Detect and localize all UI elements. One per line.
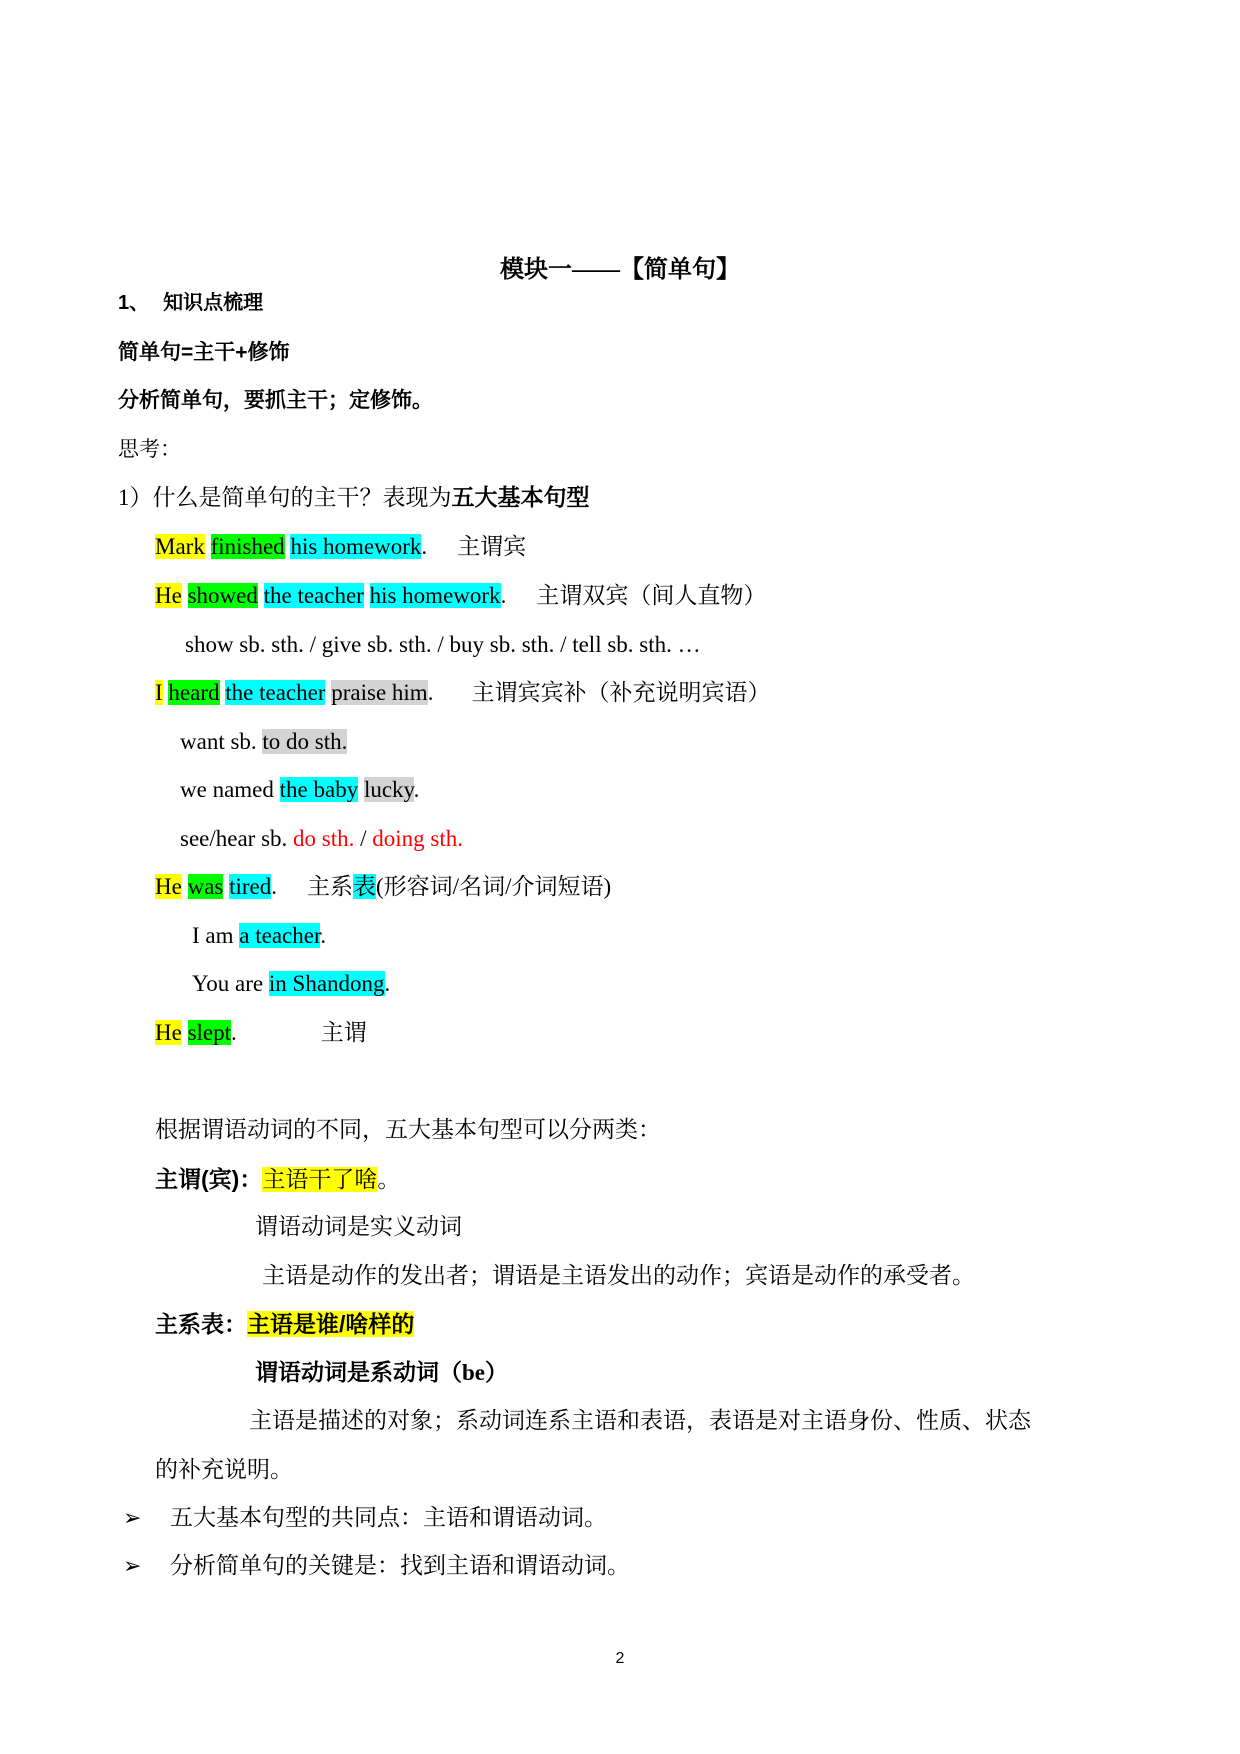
pattern-label-note: (形容词/名词/介词短语) (376, 874, 612, 899)
pattern-label: 主谓宾 (457, 534, 527, 559)
direct-object: his homework (369, 583, 501, 608)
predicative: tired (229, 874, 272, 899)
object: his homework (290, 534, 422, 559)
method-line: 分析简单句，要抓主干；定修饰。 (118, 389, 433, 412)
example-sv (155, 1016, 367, 1050)
question-1 (118, 480, 590, 515)
verb: heard (168, 680, 220, 705)
example-svp-note-2 (192, 967, 390, 1001)
page-title: 模块一——【简单句】 (500, 257, 740, 283)
object: the teacher (225, 680, 326, 705)
bullet-item: 分析简单句的关键是：找到主语和谓语动词。 (170, 1553, 630, 1578)
subject: I (155, 680, 163, 705)
example-svoo (155, 579, 766, 613)
object-complement: to do sth. (262, 729, 348, 754)
arrow-bullet-icon: ➢ (123, 1505, 142, 1530)
period: . (271, 874, 278, 899)
note-text: You are (192, 971, 269, 996)
complement-base-form: do sth. (293, 826, 355, 851)
period: . (500, 583, 507, 608)
type-2-line-2: 主语是描述的对象；系动词连系主语和表语，表语是对主语身份、性质、状态 (249, 1408, 1031, 1433)
period: . (231, 1020, 237, 1045)
period: . (427, 680, 434, 705)
linking-verb: was (187, 874, 224, 899)
type-2-line-3: 的补充说明。 (155, 1457, 293, 1482)
type-2-heading (155, 1307, 414, 1341)
type-2-highlight: 主语是谁/啥样的 (247, 1311, 415, 1337)
period: 。 (377, 1167, 401, 1192)
type-2-line-1: 谓语动词是系动词（be） (255, 1360, 508, 1385)
verb: slept (187, 1020, 232, 1045)
note-text: want sb. (180, 729, 263, 754)
period: . (384, 971, 391, 996)
pattern-label: 主谓双宾（间人直物） (536, 583, 767, 608)
type-2-label: 主系表： (155, 1311, 247, 1337)
section-heading (118, 286, 263, 320)
question-1-text: 1）什么是简单句的主干？表现为 (118, 485, 452, 510)
indirect-object: the teacher (263, 583, 364, 608)
arrow-bullet-icon: ➢ (123, 1553, 142, 1578)
pattern-label: 主系 (307, 874, 354, 899)
note-text: see/hear sb. (180, 826, 294, 851)
note-text: I am (192, 923, 240, 948)
object: the baby (279, 777, 359, 802)
period: . (413, 777, 420, 802)
example-svoo-note: show sb. sth. / give sb. sth. / buy sb. sth. / tell sb. sth. … (185, 632, 701, 657)
object-complement: lucky (363, 777, 414, 802)
section-number: 1、 (118, 292, 150, 314)
example-svoc (155, 676, 770, 710)
example-svp (155, 870, 611, 904)
type-1-highlight: 主语干了啥 (262, 1167, 378, 1192)
verb: showed (187, 583, 258, 608)
example-svoc-note-1 (180, 725, 347, 759)
period: . (320, 923, 327, 948)
verb: finished (210, 534, 285, 559)
type-1-heading (155, 1162, 400, 1197)
type-1-line-2: 主语是动作的发出者；谓语是主语发出的动作；宾语是动作的承受者。 (262, 1263, 975, 1288)
predicative: a teacher (239, 923, 321, 948)
page-number: 2 (615, 1650, 625, 1667)
note-text: we named (180, 777, 280, 802)
pattern-label-highlight: 表 (353, 874, 377, 899)
pattern-label: 主谓 (320, 1020, 367, 1045)
subject: He (155, 583, 182, 608)
object-complement: praise him (331, 680, 428, 705)
bullet-item: 五大基本句型的共同点：主语和谓语动词。 (170, 1505, 607, 1530)
classification-line: 根据谓语动词的不同，五大基本句型可以分两类： (155, 1117, 661, 1142)
formula-line: 简单句=主干+修饰 (118, 341, 290, 364)
question-1-bold: 五大基本句型 (451, 484, 590, 510)
subject: Mark (155, 534, 205, 559)
type-1-line-1: 谓语动词是实义动词 (255, 1214, 462, 1239)
type-1-label: 主谓(宾)： (155, 1166, 263, 1192)
separator: / (354, 826, 373, 851)
example-svoc-note-3 (180, 822, 463, 856)
think-line: 思考： (118, 437, 181, 461)
complement-ing-form: doing sth. (372, 826, 464, 851)
example-svp-note-1 (192, 919, 326, 953)
section-label: 知识点梳理 (163, 292, 264, 314)
pattern-label: 主谓宾宾补（补充说明宾语） (471, 680, 771, 705)
predicative: in Shandong (268, 971, 385, 996)
subject: He (155, 1020, 182, 1045)
subject: He (155, 874, 182, 899)
period: . (421, 534, 428, 559)
example-svoc-note-2 (180, 773, 419, 807)
example-svo (155, 530, 526, 564)
